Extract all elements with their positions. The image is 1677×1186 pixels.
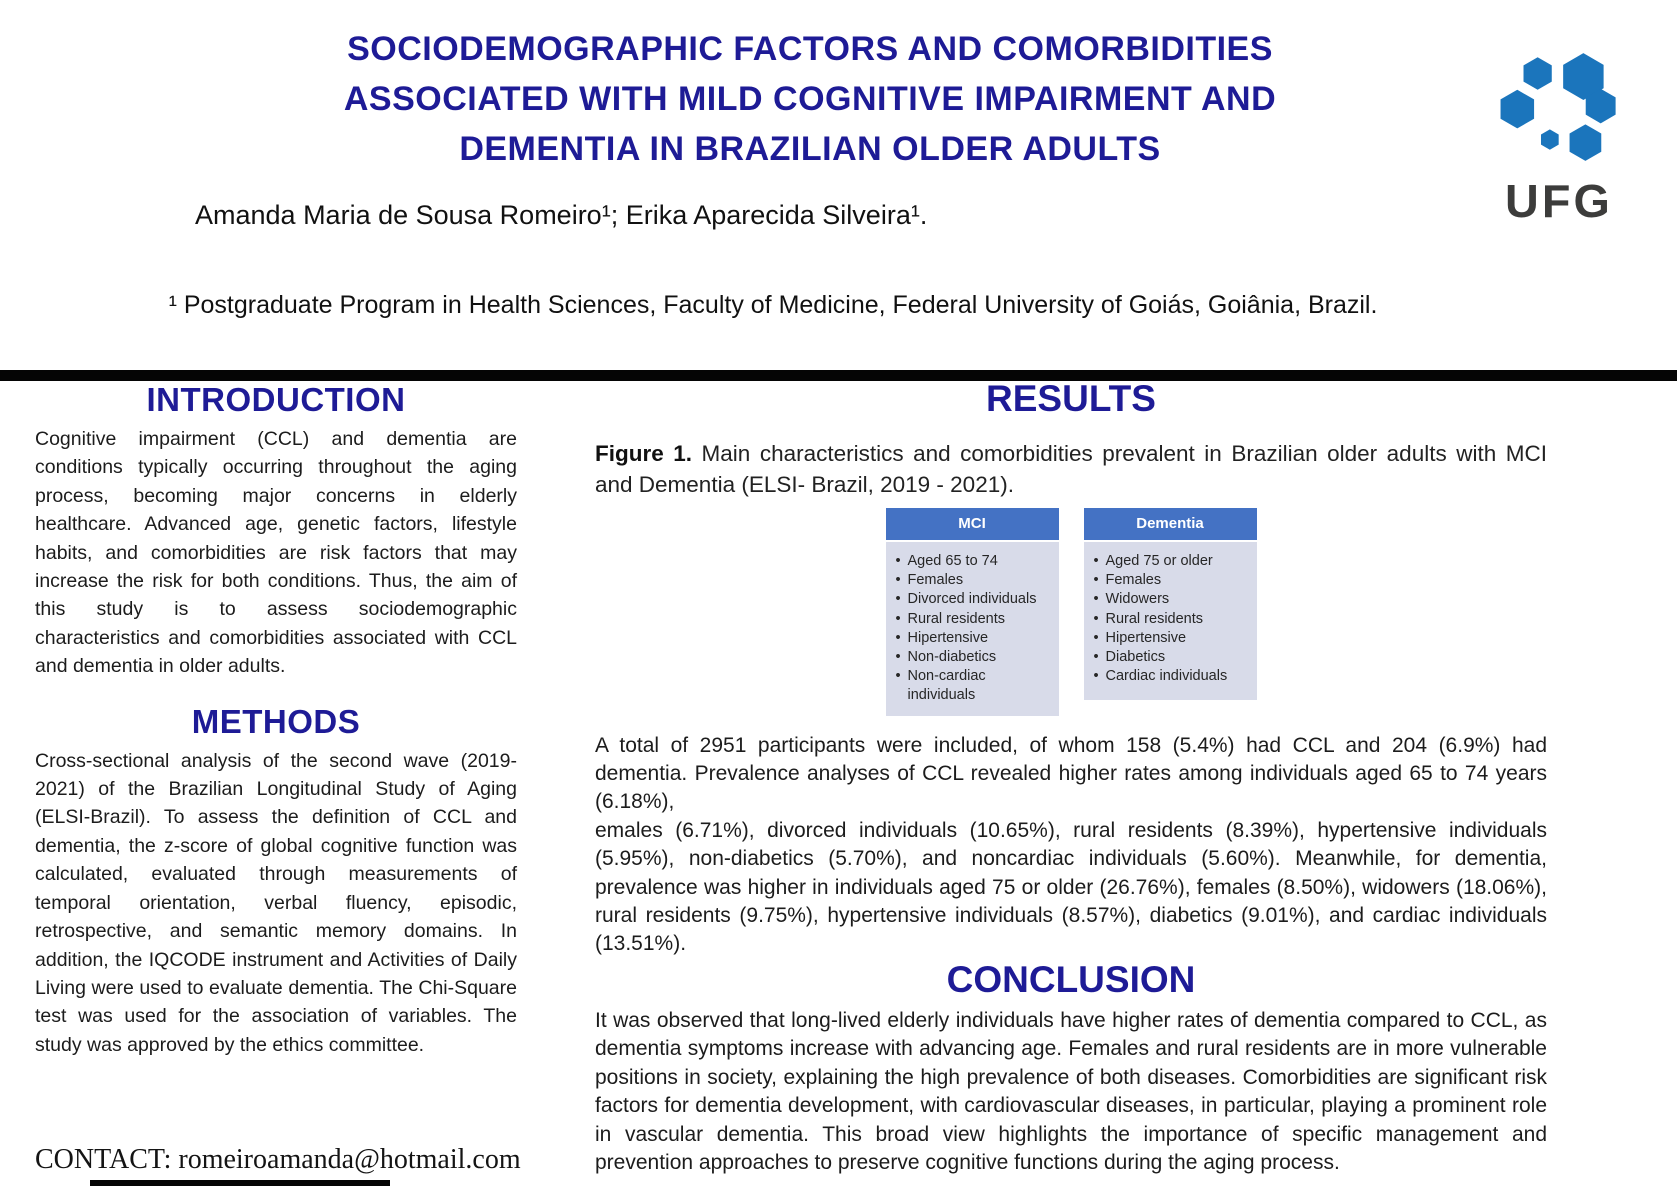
dementia-list xyxy=(1094,552,1251,686)
mci-box-header: MCI xyxy=(886,508,1059,542)
list-item: • Females xyxy=(896,571,1053,590)
list-item: • Rural residents xyxy=(896,610,1053,629)
figure-caption-label: Figure 1. xyxy=(595,441,693,466)
list-item: • Hipertensive xyxy=(1094,629,1251,648)
list-item: • Diabetics xyxy=(1094,648,1251,667)
list-item: • Cardiac individuals xyxy=(1094,667,1251,686)
figure-caption-text: Main characteristics and comorbidities prevalent in Brazilian older adults with MCI and Dementia (ELSI- Brazil, 2019 - 2021). xyxy=(595,441,1547,497)
dementia-box-body xyxy=(1084,542,1257,700)
poster-title-line-2: ASSOCIATED WITH MILD COGNITIVE IMPAIRMENT AND xyxy=(343,80,1277,118)
footer-divider-bar xyxy=(90,1180,390,1186)
conclusion-heading: CONCLUSION xyxy=(946,958,1196,1000)
list-item: • Non-diabetics xyxy=(896,648,1053,667)
list-item: • Divorced individuals xyxy=(896,590,1053,609)
contact-label: CONTACT: xyxy=(35,1144,172,1175)
contact-line xyxy=(35,1144,555,1176)
poster-title-line-3: DEMENTIA IN BRAZILIAN OLDER ADULTS xyxy=(459,130,1161,168)
figure-caption xyxy=(595,438,1547,500)
methods-text: Cross-sectional analysis of the second wave (2019-2021) of the Brazilian Longitudinal Study of Aging (ELSI-Brazil). To assess the definition of CCL and dementia, the z-score of global cognitive function was calculated, evaluated through measurements of temporal orientation, verbal fluency, episodic, retrospective, and semantic memory domains. In addition, the IQCODE instrument and Activities of Daily Living were used to evaluate dementia. The Chi-Square test was used for the association of variables. The study was approved by the ethics committee. xyxy=(35,749,517,1056)
conclusion-text: It was observed that long-lived elderly individuals have higher rates of dementia compared to CCL, as dementia symptoms increase with advancing age. Females and rural residents are in more vulnerable positions in society, explaining the high prevalence of both diseases. Comorbidities are significant risk factors for dementia development, with cardiovascular diseases, in particular, playing a prominent role in vascular dementia. This broad view highlights the importance of specific management and prevention approaches to preserve cognitive functions during the aging process. xyxy=(595,1008,1547,1174)
mci-box xyxy=(886,508,1059,716)
figure-1 xyxy=(595,508,1547,716)
ufg-logo-text: UFG xyxy=(1505,174,1613,227)
list-item: • Non-cardiac individuals xyxy=(896,667,1053,705)
list-item: • Widowers xyxy=(1094,590,1251,609)
list-item: • Rural residents xyxy=(1094,610,1251,629)
dementia-box-header: Dementia xyxy=(1084,508,1257,542)
list-item: • Aged 65 to 74 xyxy=(896,552,1053,571)
ufg-hexagons-icon xyxy=(1482,42,1638,227)
left-column xyxy=(35,381,517,1059)
poster-title-line-1: SOCIODEMOGRAPHIC FACTORS AND COMORBIDITIES xyxy=(347,30,1273,68)
poster-title xyxy=(250,24,1370,174)
methods-heading: METHODS xyxy=(191,702,361,740)
ufg-logo xyxy=(1482,42,1638,227)
right-column xyxy=(595,378,1547,1177)
mci-list xyxy=(896,552,1053,706)
list-item: • Hipertensive xyxy=(896,629,1053,648)
authors-line: Amanda Maria de Sousa Romeiro¹; Erika Aparecida Silveira¹. xyxy=(195,200,928,230)
mci-box-body xyxy=(886,542,1059,716)
results-text-2: emales (6.71%), divorced individuals (10.65%), rural residents (8.39%), hypertensive individuals (5.95%), non-diabetics (5.70%), and noncardiac individuals (5.60%). Meanwhile, for dementia, prevalence was higher in individuals aged 75 or older (26.76%), females (8.50%), widowers (18.06%), rural residents (9.75%), hypertensive individuals (8.57%), diabetics (9.01%), and cardiac individuals (13.51%). xyxy=(595,818,1547,956)
dementia-box xyxy=(1084,508,1257,716)
results-text-1: A total of 2951 participants were included, of whom 158 (5.4%) had CCL and 204 (6.9%) had dementia. Prevalence analyses of CCL revealed higher rates among individuals aged 65 to 74 years (6.18%), xyxy=(595,733,1547,814)
affiliation-line: ¹ Postgraduate Program in Health Sciences, Faculty of Medicine, Federal University of Goiás, Goiânia, Brazil. xyxy=(168,291,1378,319)
contact-email: romeiroamanda@hotmail.com xyxy=(171,1144,521,1175)
introduction-text: Cognitive impairment (CCL) and dementia are conditions typically occurring throughout the aging process, becoming major concerns in elderly healthcare. Advanced age, genetic factors, lifestyle habits, and comorbidities are risk factors that may increase the risk for both conditions. Thus, the aim of this study is to assess sociodemographic characteristics and comorbidities associated with CCL and dementia in older adults. xyxy=(35,428,517,678)
results-heading: RESULTS xyxy=(986,378,1156,419)
list-item: • Aged 75 or older xyxy=(1094,552,1251,571)
introduction-heading: INTRODUCTION xyxy=(146,381,406,418)
list-item: • Females xyxy=(1094,571,1251,590)
